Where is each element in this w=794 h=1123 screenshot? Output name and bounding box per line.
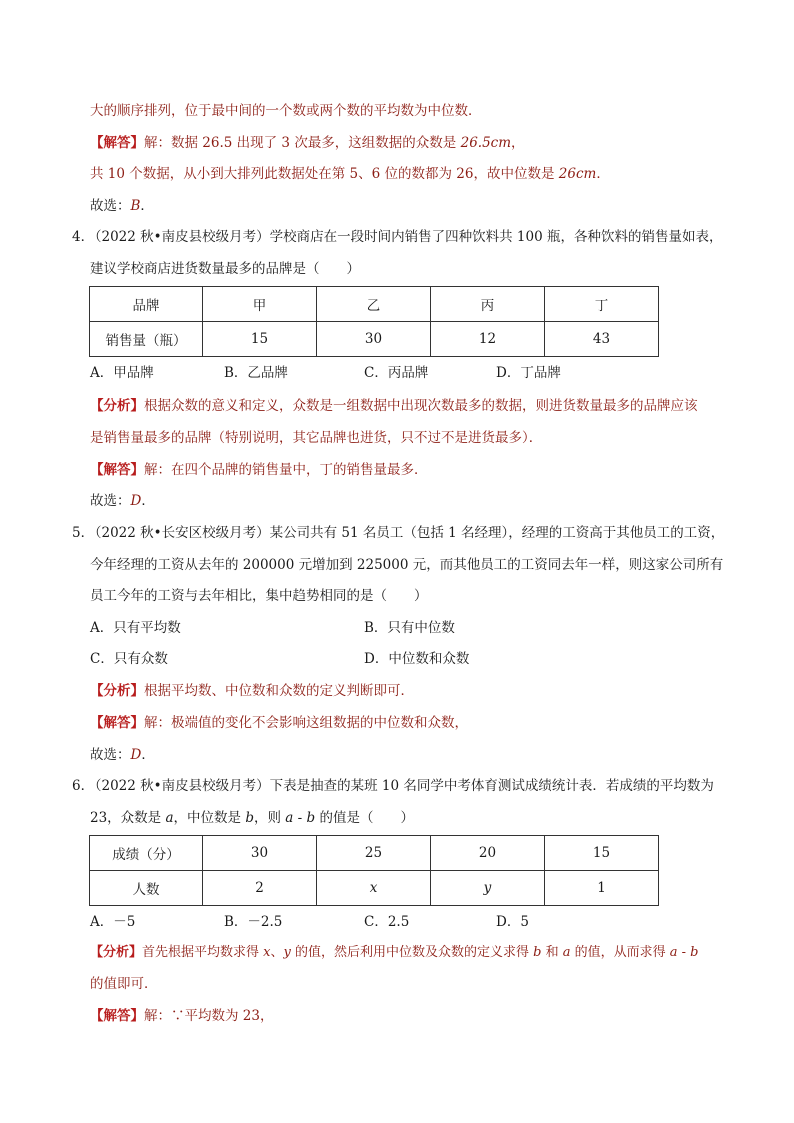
answer-tag: 【解答】 — [90, 135, 144, 151]
option-a[interactable]: A．只有平均数 — [90, 620, 181, 636]
option-b[interactable]: B．只有中位数 — [364, 620, 455, 636]
text-line: 大的顺序排列，位于最中间的一个数或两个数的平均数为中位数． — [90, 103, 482, 119]
table-cell: 人数 — [90, 871, 203, 906]
analysis-tag: 【分析】 — [90, 398, 144, 414]
choice-line — [90, 745, 155, 765]
table-row — [90, 322, 659, 357]
text: ． — [596, 166, 610, 182]
option-d[interactable]: D．丁品牌 — [496, 365, 561, 381]
table-cell: 丁 — [545, 287, 659, 322]
analysis-text: 根据平均数、中位数和众数的定义判断即可． — [144, 683, 414, 699]
answer-text: 解：极端值的变化不会影响这组数据的中位数和众数， — [144, 715, 468, 731]
text: 23，众数是 — [90, 810, 166, 826]
analysis-text: 的值，然后利用中位数及众数的定义求得 — [290, 945, 534, 960]
choice-answer: D — [130, 493, 142, 509]
table-cell: 25 — [317, 836, 431, 871]
option-d[interactable]: D．中位数和众数 — [364, 651, 470, 667]
analysis-line — [90, 681, 414, 701]
analysis-line — [90, 943, 699, 963]
answer-text: 解：数据 26.5 出现了 3 次最多，这组数据的众数是 — [144, 135, 461, 151]
variable: a - b — [669, 945, 699, 960]
table-cell: 30 — [203, 836, 317, 871]
analysis-text: 首先根据平均数求得 — [142, 945, 264, 960]
analysis-text: 的值，从而求得 — [570, 945, 670, 960]
option-c[interactable]: C．2.5 — [364, 914, 410, 930]
choice-line — [90, 196, 154, 216]
analysis-line: 是销售量最多的品牌（特别说明，其它品牌也进货，只不过不是进货最多）． — [90, 430, 543, 446]
table-cell: 20 — [431, 836, 545, 871]
table-cell: 2 — [203, 871, 317, 906]
option-b[interactable]: B．乙品牌 — [224, 365, 288, 381]
table-cell: 乙 — [317, 287, 431, 322]
question-stem: 建议学校商店进货数量最多的品牌是（ ） — [90, 261, 360, 277]
choice-label: 故选： — [90, 493, 131, 509]
table-cell: 销售量（瓶） — [90, 322, 203, 357]
table-cell: 30 — [317, 322, 431, 357]
analysis-line: 的值即可． — [90, 976, 158, 992]
choice-answer: B — [130, 198, 141, 214]
table-cell: 15 — [545, 836, 659, 871]
option-a[interactable]: A．甲品牌 — [90, 365, 154, 381]
table-cell: 1 — [545, 871, 659, 906]
question-stem — [90, 808, 414, 828]
table-cell: y — [431, 871, 545, 906]
answer-text: 解：在四个品牌的销售量中，丁的销售量最多． — [144, 462, 428, 478]
answer-text: 解：∵平均数为 23， — [144, 1008, 274, 1024]
option-d[interactable]: D．5 — [496, 914, 529, 930]
variable: a — [562, 945, 571, 960]
answer-value: 26cm — [558, 166, 597, 182]
analysis-line — [90, 396, 698, 416]
question-number: 4． — [72, 229, 95, 245]
analysis-text: 、 — [270, 945, 284, 960]
analysis-text: 和 — [541, 945, 563, 960]
question-stem: 员工今年的工资与去年相比，集中趋势相同的是（ ） — [90, 588, 428, 604]
sales-table — [89, 286, 659, 357]
choice-end: ． — [141, 747, 155, 763]
variable: b — [533, 945, 542, 960]
question-stem: 今年经理的工资从去年的 200000 元增加到 225000 元，而其他员工的工资同去年一样，则这家公司所有 — [90, 557, 724, 573]
variable: a — [285, 810, 294, 826]
answer-tag: 【解答】 — [90, 1008, 144, 1024]
answer-text: ， — [511, 135, 525, 151]
choice-label: 故选： — [90, 747, 131, 763]
choice-answer: D — [130, 747, 142, 763]
text: ，则 — [254, 810, 286, 826]
question-number: 6． — [72, 778, 95, 794]
option-c[interactable]: C．只有众数 — [90, 651, 168, 667]
question-stem: （2022 秋•长安区校级月考）某公司共有 51 名员工（包括 1 名经理），经理的工资高于其他员工的工资， — [88, 525, 725, 541]
table-row — [90, 287, 659, 322]
text: 共 10 个数据，从小到大排列此数据处在第 5、6 位的数都为 26，故中位数是 — [90, 166, 559, 182]
text-line — [90, 164, 610, 184]
option-b[interactable]: B．－2.5 — [224, 914, 283, 930]
variable: b — [306, 810, 316, 826]
table-cell: x — [317, 871, 431, 906]
text: 的值是（ ） — [315, 810, 414, 826]
table-cell: 43 — [545, 322, 659, 357]
answer-line — [90, 460, 428, 480]
answer-line — [90, 1006, 273, 1026]
choice-label: 故选： — [90, 198, 131, 214]
answer-tag: 【解答】 — [90, 715, 144, 731]
analysis-tag: 【分析】 — [90, 945, 143, 960]
text: ，中位数是 — [173, 810, 246, 826]
variable: x — [263, 945, 271, 960]
analysis-text: 根据众数的意义和定义，众数是一组数据中出现次数最多的数据，则进货数量最多的品牌应该 — [144, 398, 698, 414]
variable: b — [245, 810, 254, 826]
question-number: 5． — [72, 525, 95, 541]
table-cell: 甲 — [203, 287, 317, 322]
choice-end: ． — [141, 493, 155, 509]
choice-line — [90, 491, 155, 511]
answer-line — [90, 133, 525, 153]
answer-tag: 【解答】 — [90, 462, 144, 478]
table-cell: 丙 — [431, 287, 545, 322]
option-c[interactable]: C．丙品牌 — [364, 365, 429, 381]
answer-value: 26.5cm — [460, 135, 512, 151]
question-stem: （2022 秋•南皮县校级月考）学校商店在一段时间内销售了四种饮料共 100 瓶，各种饮料的销售量如表， — [88, 229, 723, 245]
table-cell: 15 — [203, 322, 317, 357]
table-cell: 12 — [431, 322, 545, 357]
question-stem: （2022 秋•南皮县校级月考）下表是抽查的某班 10 名同学中考体育测试成绩统计表．若成绩的平均数为 — [88, 778, 714, 794]
table-cell: 成绩（分） — [90, 836, 203, 871]
scores-table — [89, 835, 659, 906]
answer-line — [90, 713, 468, 733]
analysis-tag: 【分析】 — [90, 683, 144, 699]
text: - — [293, 810, 307, 826]
choice-end: ． — [140, 198, 154, 214]
table-row — [90, 836, 659, 871]
variable: y — [283, 945, 291, 960]
table-row — [90, 871, 659, 906]
table-cell: 品牌 — [90, 287, 203, 322]
variable: a — [165, 810, 174, 826]
option-a[interactable]: A．－5 — [90, 914, 136, 930]
